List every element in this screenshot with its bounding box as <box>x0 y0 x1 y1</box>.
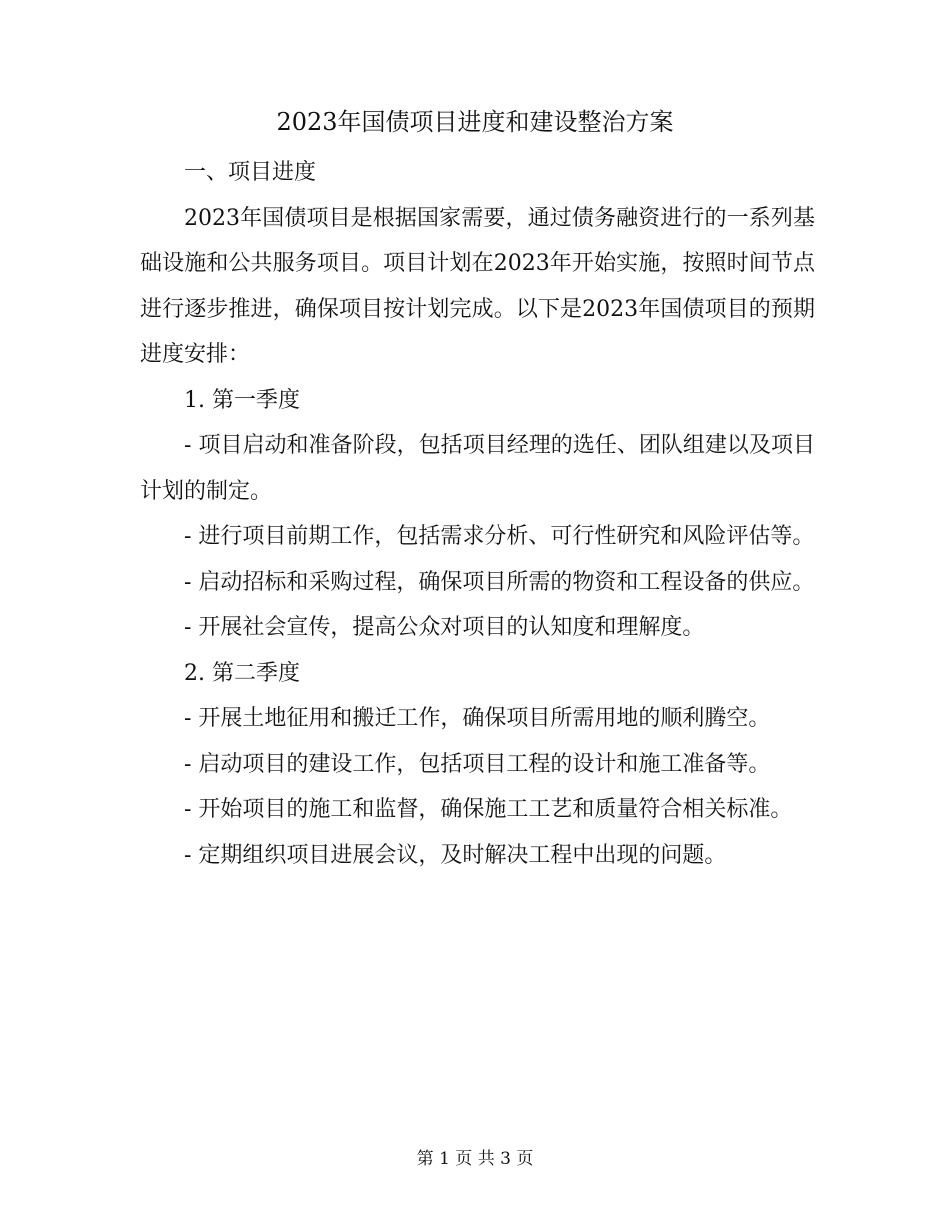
list-item: - 项目启动和准备阶段，包括项目经理的选任、团队组建以及项目计划的制定。 <box>140 433 815 504</box>
list-item: - 进行项目前期工作，包括需求分析、可行性研究和风险评估等。 <box>184 524 815 549</box>
list-heading: 2. 第二季度 <box>184 660 300 686</box>
section-heading: 一、项目进度 <box>184 160 317 185</box>
list-item: - 启动招标和采购过程，确保项目所需的物资和工程设备的供应。 <box>184 569 815 595</box>
list-heading: 1. 第一季度 <box>184 387 300 413</box>
list-item: - 启动项目的建设工作，包括项目工程的设计和施工准备等。 <box>184 751 771 777</box>
list-item: - 开始项目的施工和监督，确保施工工艺和质量符合相关标准。 <box>184 797 793 822</box>
document-body <box>140 150 815 878</box>
document-title: 2023年国债项目进度和建设整治方案 <box>276 108 674 136</box>
list-item: - 定期组织项目进展会议，及时解决工程中出现的问题。 <box>184 842 727 868</box>
body-paragraph: 2023年国债项目是根据国家需要，通过债务融资进行的一系列基础设施和公共服务项目。项目计划在2023年开始实施，按照时间节点进行逐步推进，确保项目按计划完成。以下是2023年国债项目的预期进度安排： <box>140 205 815 367</box>
page-number-footer: 第 1 页 共 3 页 <box>416 1149 534 1169</box>
list-item: - 开展社会宣传，提高公众对项目的认知度和理解度。 <box>184 615 705 640</box>
list-item: - 开展土地征用和搬迁工作，确保项目所需用地的顺利腾空。 <box>184 706 771 731</box>
